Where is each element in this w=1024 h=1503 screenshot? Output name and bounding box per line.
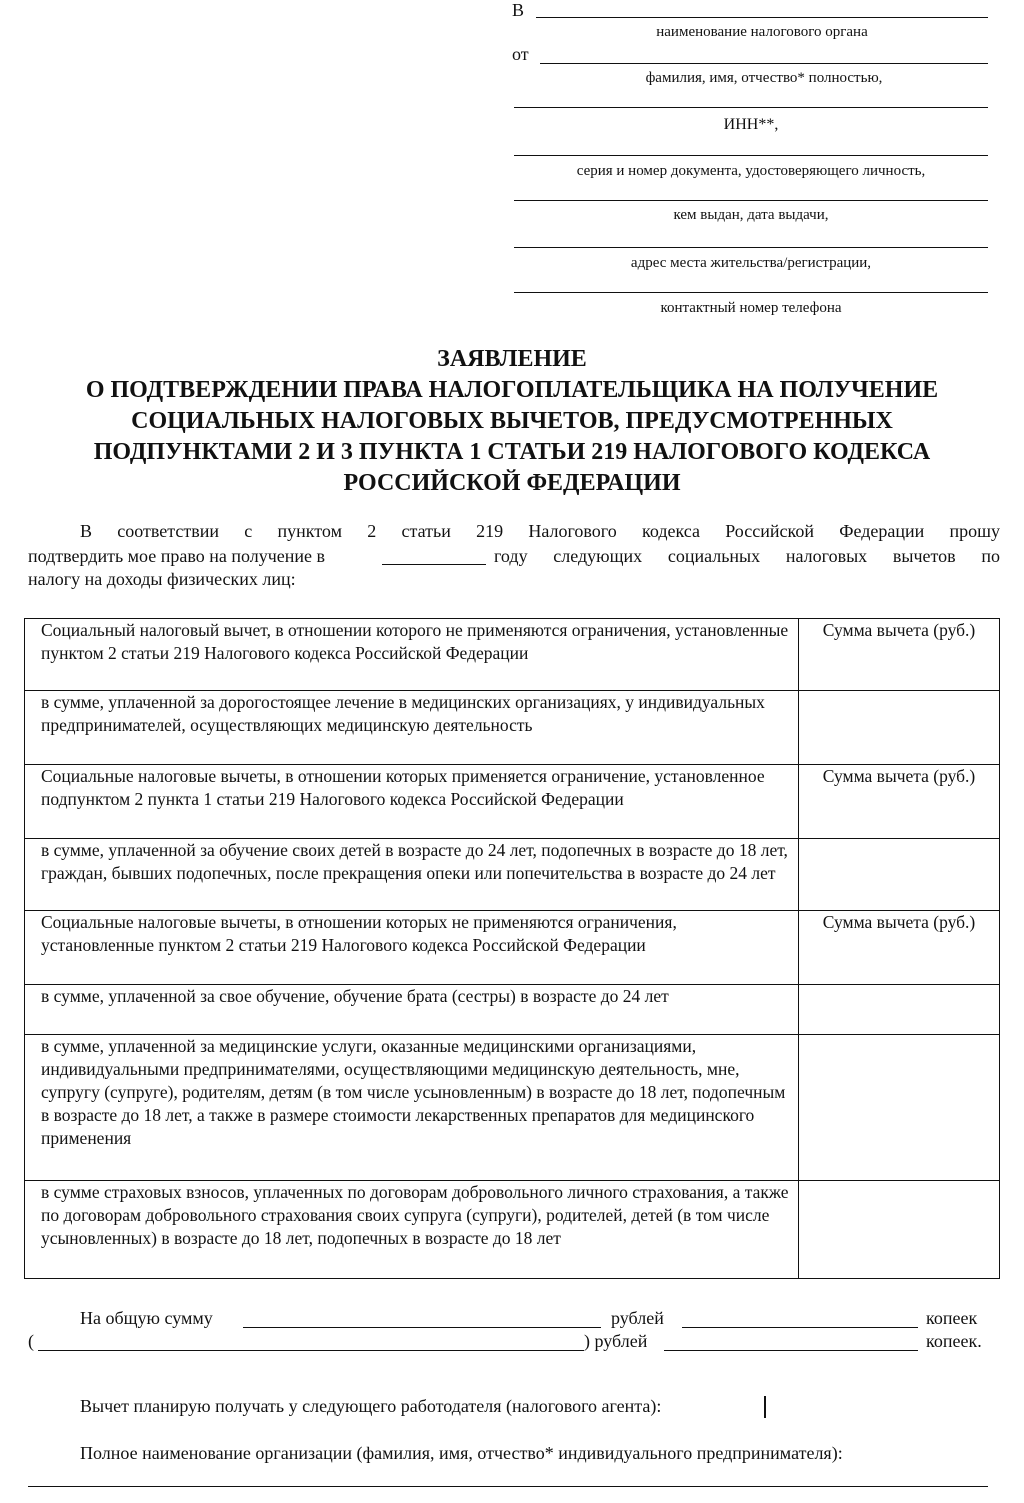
address-field[interactable] bbox=[514, 247, 988, 248]
table-row bbox=[25, 985, 1000, 1035]
amount-input-cell[interactable] bbox=[799, 985, 1000, 1035]
deduction-label-cell: в сумме, уплаченной за дорогостоящее лечение в медицинских организациях, у индивидуальных предпринимателей, осуществляющих медицинскую деятельность bbox=[25, 691, 799, 765]
table-row bbox=[25, 1181, 1000, 1279]
table-row bbox=[25, 691, 1000, 765]
tax-office-field[interactable] bbox=[536, 17, 988, 18]
tax-office-caption: наименование налогового органа bbox=[656, 24, 868, 40]
kopecks-words-label: копеек. bbox=[926, 1331, 982, 1351]
fio-field[interactable] bbox=[540, 63, 988, 64]
section-header-cell: Социальные налоговые вычеты, в отношении которых применяется ограничение, установленное подпунктом 2 пункта 1 статьи 219 Налогового кодекса Российской Федерации bbox=[25, 765, 799, 839]
title-line-3: СОЦИАЛЬНЫХ НАЛОГОВЫХ ВЫЧЕТОВ, ПРЕДУСМОТРЕННЫХ bbox=[131, 408, 893, 434]
document-title: ЗАЯВЛЕНИЕ bbox=[437, 346, 587, 372]
issued-field[interactable] bbox=[514, 200, 988, 201]
total-label: На общую сумму bbox=[80, 1308, 213, 1328]
deduction-label-cell: в сумме, уплаченной за свое обучение, обучение брата (сестры) в возрасте до 24 лет bbox=[25, 985, 799, 1035]
total-kopecks-words-field[interactable] bbox=[664, 1350, 918, 1351]
amount-input-cell[interactable] bbox=[799, 691, 1000, 765]
deduction-label-cell: в сумме страховых взносов, уплаченных по договорам добровольного личного страхования, а также по договорам добровольного страхования своих супруга (супруги), родителей, детей (в том числе усыновленных) в возрасте до 18 лет, подопечных в возрасте до 18 лет bbox=[25, 1181, 799, 1279]
total-rubles-words-field[interactable] bbox=[38, 1350, 584, 1351]
phone-caption: контактный номер телефона bbox=[660, 300, 842, 316]
organization-label: Полное наименование организации (фамилия, имя, отчество* индивидуального предпринимателя): bbox=[80, 1443, 843, 1463]
text-cursor bbox=[764, 1396, 766, 1418]
intro-line-2-start: подтвердить мое право на получение в bbox=[28, 546, 326, 566]
to-prefix: В bbox=[512, 0, 525, 20]
inn-caption: ИНН**, bbox=[723, 116, 779, 133]
table-row bbox=[25, 911, 1000, 985]
amount-header-cell: Сумма вычета (руб.) bbox=[799, 911, 1000, 985]
intro-line-2-end: году следующих социальных налоговых вычетов по bbox=[494, 546, 1000, 566]
title-line-5: РОССИЙСКОЙ ФЕДЕРАЦИИ bbox=[343, 470, 681, 496]
title-line-2: О ПОДТВЕРЖДЕНИИ ПРАВА НАЛОГОПЛАТЕЛЬЩИКА НА ПОЛУЧЕНИЕ bbox=[85, 377, 939, 403]
year-field[interactable] bbox=[382, 564, 486, 565]
section-header-cell: Социальный налоговый вычет, в отношении которого не применяются ограничения, установленные пунктом 2 статьи 219 Налогового кодекса Российской Федерации bbox=[25, 619, 799, 691]
fio-caption: фамилия, имя, отчество* полностью, bbox=[645, 70, 883, 86]
deduction-label-cell: в сумме, уплаченной за обучение своих детей в возрасте до 24 лет, подопечных в возрасте до 18 лет, граждан, бывших подопечных, после прекращения опеки или попечительства в возрасте до 24 лет bbox=[25, 839, 799, 911]
open-paren: ( bbox=[28, 1331, 34, 1351]
kopecks-label: копеек bbox=[926, 1308, 978, 1328]
address-caption: адрес места жительства/регистрации, bbox=[630, 255, 872, 271]
rubles-words-label: ) рублей bbox=[584, 1331, 648, 1351]
amount-header-cell: Сумма вычета (руб.) bbox=[799, 765, 1000, 839]
title-line-4: ПОДПУНКТАМИ 2 И 3 ПУНКТА 1 СТАТЬИ 219 НАЛОГОВОГО КОДЕКСА bbox=[93, 439, 931, 465]
amount-input-cell[interactable] bbox=[799, 1035, 1000, 1181]
table-row bbox=[25, 619, 1000, 691]
amount-input-cell[interactable] bbox=[799, 1181, 1000, 1279]
total-rubles-field[interactable] bbox=[243, 1327, 601, 1328]
phone-field[interactable] bbox=[514, 292, 988, 293]
issued-caption: кем выдан, дата выдачи, bbox=[673, 207, 829, 223]
inn-field[interactable] bbox=[514, 107, 988, 108]
table-row bbox=[25, 839, 1000, 911]
from-prefix: от bbox=[512, 44, 529, 64]
employer-label: Вычет планирую получать у следующего работодателя (налогового агента): bbox=[80, 1396, 662, 1416]
doc-caption: серия и номер документа, удостоверяющего личность, bbox=[576, 163, 926, 179]
total-kopecks-field[interactable] bbox=[682, 1327, 918, 1328]
amount-input-cell[interactable] bbox=[799, 839, 1000, 911]
organization-field[interactable] bbox=[28, 1486, 988, 1487]
deductions-table bbox=[24, 618, 1000, 1279]
amount-header-cell: Сумма вычета (руб.) bbox=[799, 619, 1000, 691]
doc-field[interactable] bbox=[514, 155, 988, 156]
section-header-cell: Социальные налоговые вычеты, в отношении которых не применяются ограничения, установленные пунктом 2 статьи 219 Налогового кодекса Российской Федерации bbox=[25, 911, 799, 985]
table-row bbox=[25, 765, 1000, 839]
intro-line-1: В соответствии с пунктом 2 статьи 219 Налогового кодекса Российской Федерации прошу bbox=[80, 521, 1000, 541]
table-row bbox=[25, 1035, 1000, 1181]
deduction-label-cell: в сумме, уплаченной за медицинские услуги, оказанные медицинскими организациями, индивидуальными предпринимателями, осуществляющими медицинскую деятельность, мне, супругу (супруге), родителям, детям (в том числе усыновленным) в возрасте до 18 лет, подопечным в возрасте до 18 лет, а также в размере стоимости лекарственных препаратов для медицинского применения bbox=[25, 1035, 799, 1181]
rubles-label: рублей bbox=[611, 1308, 664, 1328]
intro-line-3: налогу на доходы физических лиц: bbox=[28, 569, 296, 589]
